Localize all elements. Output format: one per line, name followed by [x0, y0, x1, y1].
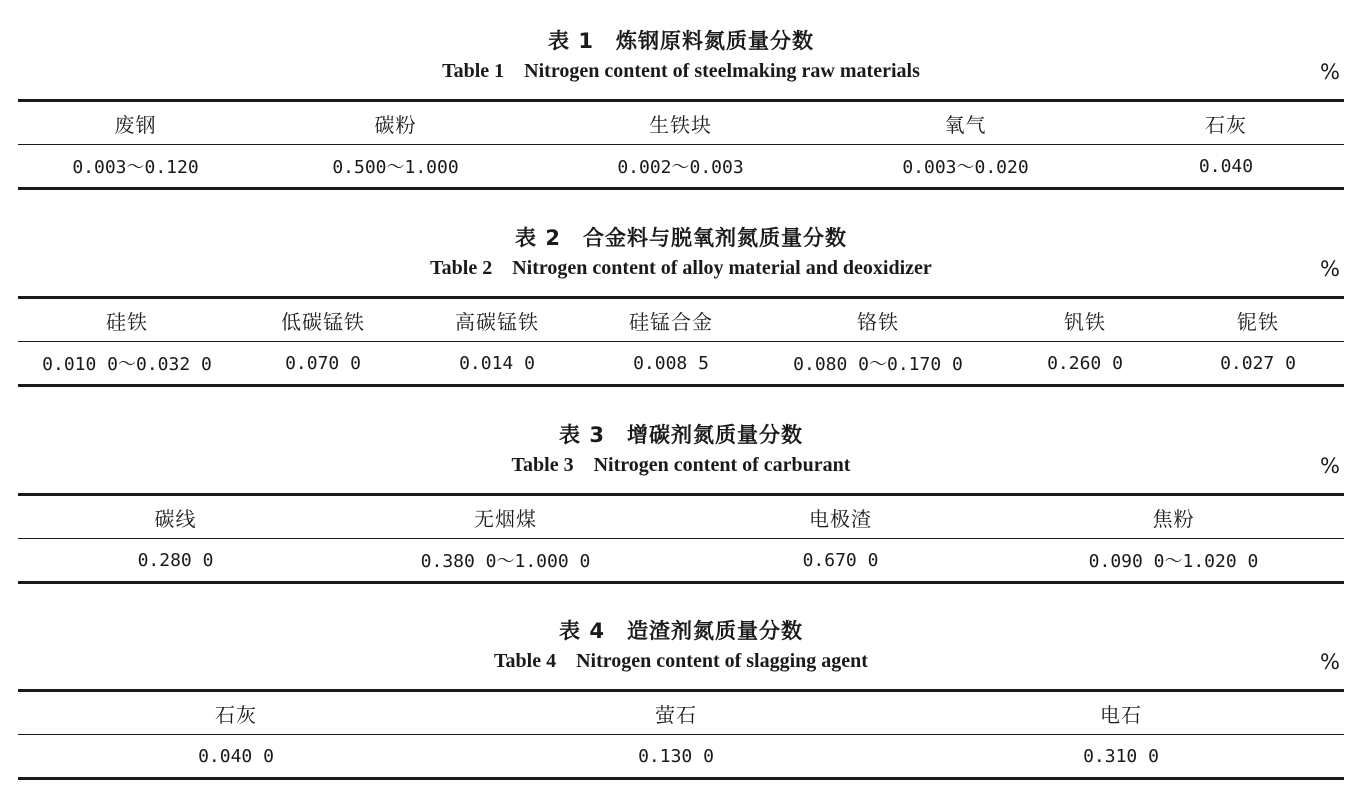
table-2-header: 硅锰合金	[629, 309, 713, 334]
table-1-header: 石灰	[1205, 112, 1247, 137]
table-1-cell: 0.003～0.120	[72, 157, 199, 178]
table-4-header: 电石	[1100, 702, 1142, 727]
table-2-header: 低碳锰铁	[281, 309, 365, 334]
table-1-header: 生铁块	[649, 112, 712, 137]
table-1-en-title: Table 1 Nitrogen content of steelmaking raw materials	[442, 60, 920, 82]
table-3-header: 焦粉	[1152, 506, 1195, 531]
table-4-header: 石灰	[215, 702, 257, 727]
table-2-unit: %	[1320, 257, 1340, 281]
table-2-header: 钒铁	[1064, 309, 1106, 334]
table-3-unit: %	[1320, 454, 1340, 478]
table-2-cell: 0.027 0	[1220, 352, 1296, 374]
table-block-2	[18, 223, 1344, 387]
table-block-3	[18, 420, 1344, 584]
table-3-cell: 0.280 0	[137, 549, 214, 571]
table-block-4	[18, 616, 1344, 780]
table-1-unit: %	[1320, 60, 1340, 84]
table-4-header: 萤石	[655, 702, 697, 727]
table-block-1	[18, 26, 1344, 190]
table-2-cell: 0.080 0～0.170 0	[793, 354, 963, 375]
table-2-en-title: Table 2 Nitrogen content of alloy material and deoxidizer	[430, 257, 932, 279]
table-3-cell: 0.380 0～1.000 0	[420, 551, 591, 572]
table-1-header: 废钢	[114, 112, 157, 137]
table-3-header: 无烟煤	[474, 506, 537, 531]
table-4-cn-title: 表 4 造渣剂氮质量分数	[559, 619, 803, 643]
table-2-cell: 0.070 0	[285, 352, 361, 374]
table-2-header: 高碳锰铁	[455, 309, 539, 334]
table-4-cell: 0.310 0	[1083, 745, 1159, 767]
table-1-cn-title: 表 1 炼钢原料氮质量分数	[548, 29, 814, 53]
table-2-cell: 0.010 0～0.032 0	[42, 354, 212, 375]
table-4-cell: 0.130 0	[638, 745, 714, 767]
table-3-cell: 0.670 0	[802, 549, 879, 571]
table-2-cn-title: 表 2 合金料与脱氧剂氮质量分数	[515, 226, 847, 250]
table-1-header: 氧气	[944, 112, 987, 137]
table-1-header: 碳粉	[374, 112, 417, 137]
table-2-cell: 0.260 0	[1047, 352, 1123, 374]
table-1	[18, 99, 1344, 190]
table-1-cell: 0.040	[1198, 155, 1254, 177]
table-2-cell: 0.008 5	[633, 352, 709, 374]
table-3	[18, 493, 1344, 584]
table-4-cell: 0.040 0	[198, 745, 274, 767]
table-2-header: 硅铁	[106, 309, 148, 334]
table-2	[18, 296, 1344, 387]
table-2-cell: 0.014 0	[459, 352, 535, 374]
table-3-cell: 0.090 0～1.020 0	[1088, 551, 1259, 572]
table-4-en-title: Table 4 Nitrogen content of slagging agent	[494, 650, 868, 672]
table-4-unit: %	[1320, 650, 1340, 674]
table-4	[18, 689, 1344, 780]
table-3-en-title: Table 3 Nitrogen content of carburant	[511, 454, 851, 476]
table-2-header: 铬铁	[857, 309, 899, 334]
table-3-header: 碳线	[154, 506, 197, 531]
table-1-cell: 0.003～0.020	[902, 157, 1029, 178]
table-3-cn-title: 表 3 增碳剂氮质量分数	[559, 423, 803, 447]
table-3-header: 电极渣	[809, 506, 872, 531]
table-1-cell: 0.002～0.003	[617, 157, 744, 178]
table-2-header: 铌铁	[1237, 309, 1279, 334]
table-1-cell: 0.500～1.000	[332, 157, 459, 178]
